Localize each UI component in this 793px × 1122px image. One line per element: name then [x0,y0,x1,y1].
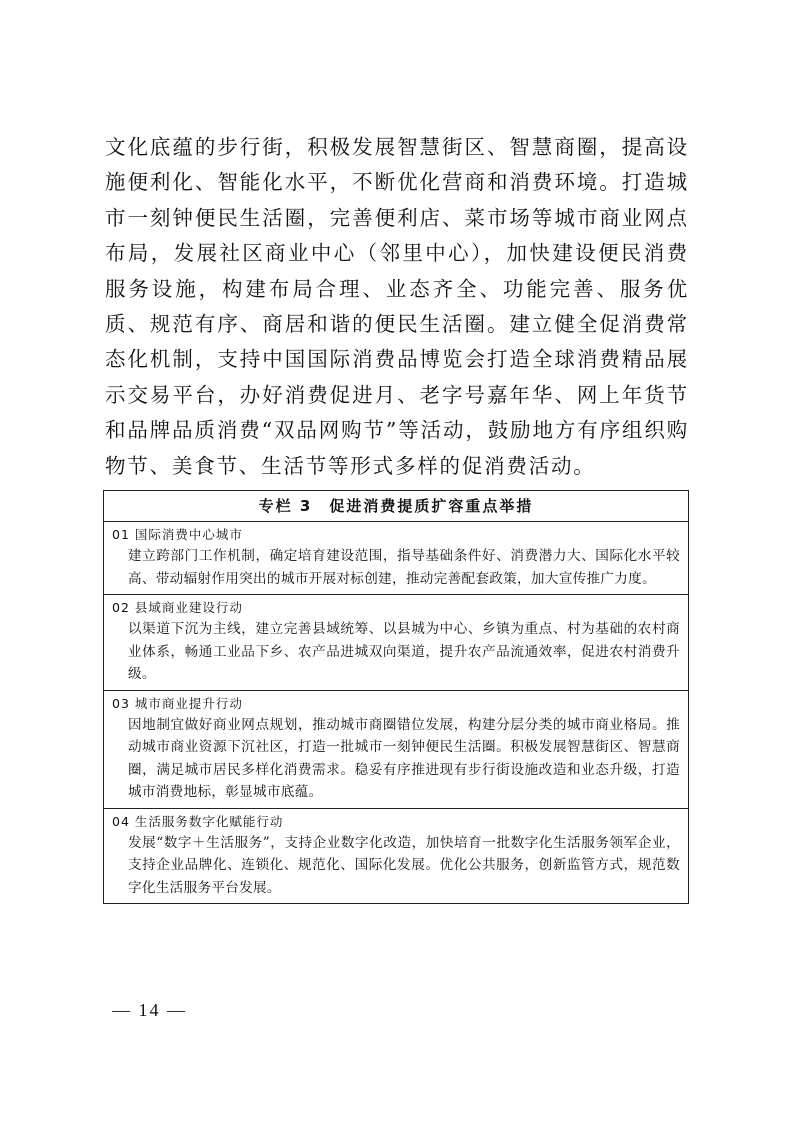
box-item [104,522,688,595]
item-body: 因地制宜做好商业网点规划，推动城市商圈错位发展，构建分层分类的城市商业格局。推动城市商业资源下沉社区，打造一批城市一刻钟便民生活圈。积极发展智慧街区、智慧商圈，满足城市居民多样化消费需求。稳妥有序推进现有步行街设施改造和业态升级，打造城市消费地标，彰显城市底蕴。 [128,716,680,800]
special-column-box [103,490,689,904]
item-heading: 01 国际消费中心城市 [112,527,243,542]
item-heading: 03 城市商业提升行动 [112,695,243,711]
box-title: 专栏 3 促进消费提质扩容重点举措 [104,491,688,522]
box-item [104,691,688,809]
box-item [104,809,688,904]
box-item [104,595,688,691]
item-body: 建立跨部门工作机制，确定培育建设范围，指导基础条件好、消费潜力大、国际化水平较高、带动辐射作用突出的城市开展对标创建，推动完善配套政策，加大宣传推广力度。 [128,548,680,587]
item-body: 以渠道下沉为主线，建立完善县域统筹、以县城为中心、乡镇为重点、村为基础的农村商业体系，畅通工业品下乡、农产品进城双向渠道，提升农产品流通效率，促进农村消费升级。 [128,621,680,682]
item-heading: 02 县域商业建设行动 [112,600,243,615]
item-body: 发展“数字＋生活服务”，支持企业数字化改造，加快培育一批数字化生活服务领军企业，支持企业品牌化、连锁化、规范化、国际化发展。优化公共服务，创新监管方式，规范数字化生活服务平台发展。 [128,834,680,896]
page-number: — 14 — [112,1000,187,1020]
item-heading: 04 生活服务数字化赋能行动 [112,813,284,829]
body-paragraph: 文化底蕴的步行街，积极发展智慧街区、智慧商圈，提高设施便利化、智能化水平，不断优化营商和消费环境。打造城市一刻钟便民生活圈，完善便利店、菜市场等城市商业网点布局，发展社区商业中心（邻里中心），加快建设便民消费服务设施，构建布局合理、业态齐全、功能完善、服务优质、规范有序、商居和谐的便民生活圈。建立健全促消费常态化机制，支持中国国际消费品博览会打造全球消费精品展示交易平台，办好消费促进月、老字号嘉年华、网上年货节和品牌品质消费“双品网购节”等活动，鼓励地方有序组织购物节、美食节、生活节等形式多样的促消费活动。 [105,135,689,478]
